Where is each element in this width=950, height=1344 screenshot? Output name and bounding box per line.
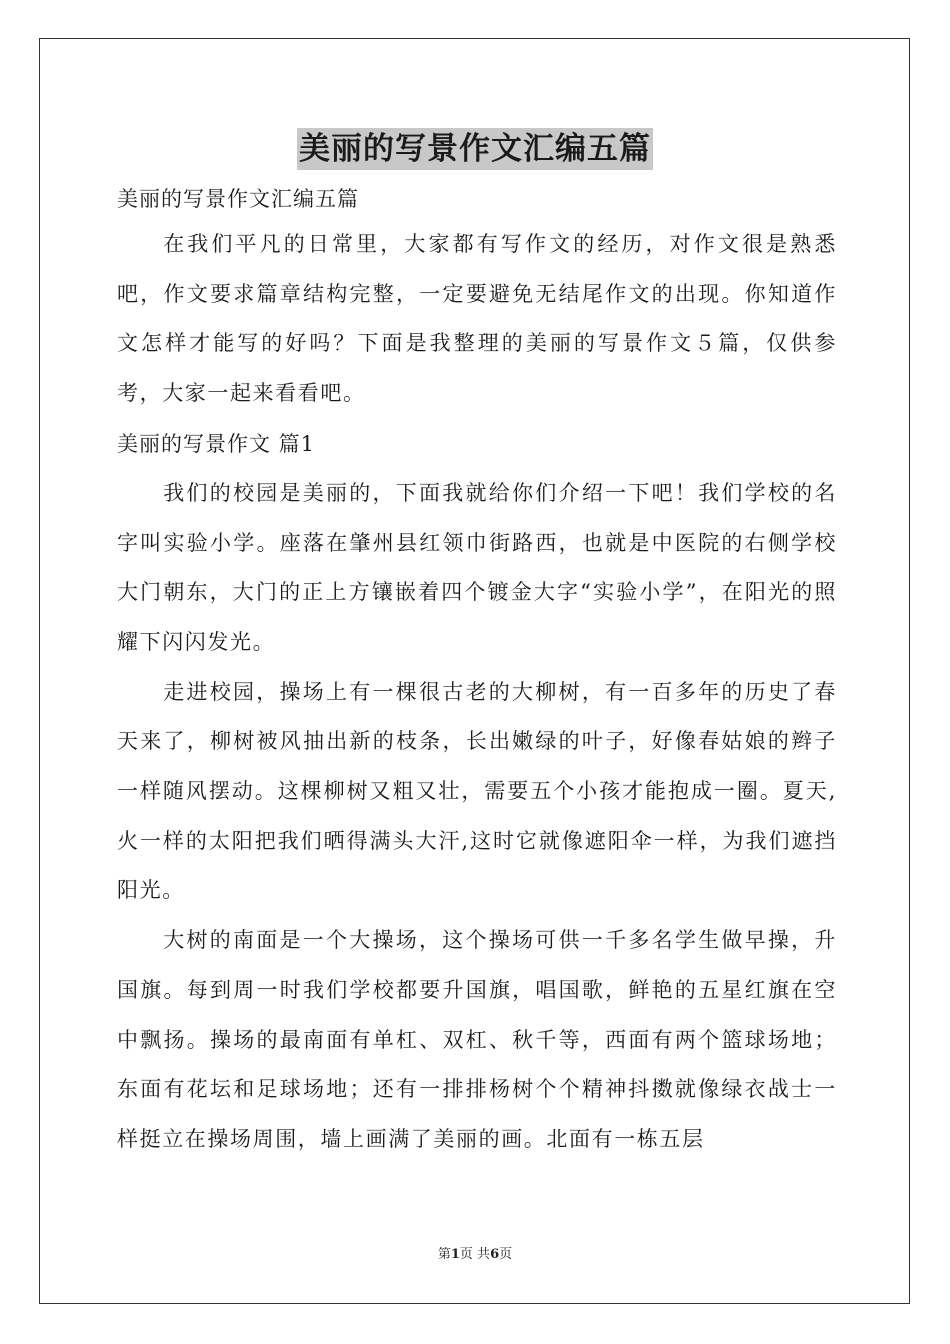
page-number-mid: 页 共 (459, 1247, 491, 1262)
page-number-current: 1 (450, 1247, 460, 1262)
body-paragraph: 走进校园，操场上有一棵很古老的大柳树，有一百多年的历史了春天来了，柳树被风抽出新的枝条，长出嫩绿的叶子，好像春姑娘的辫子一样随风摆动。这棵柳树又粗又壮，需要五个小孩才能抱成一圈。夏天,火一样的太阳把我们晒得满头大汗,这时它就像遮阳伞一样，为我们遮挡阳光。 (117, 679, 837, 903)
page-footer (0, 1245, 950, 1265)
body-paragraph: 大树的南面是一个大操场，这个操场可供一千多名学生做早操，升国旗。每到周一时我们学校都要升国旗，唱国歌，鲜艳的五星红旗在空中飘扬。操场的最南面有单杠、双杠、秋千等，西面有两个篮球场地；东面有花坛和足球场地；还有一排排杨树个个精神抖擞就像绿衣战士一样挺立在操场周围，墙上画满了美丽的画。北面有一栋五层 (117, 928, 837, 1151)
document-subtitle: 美丽的写景作文汇编五篇 (117, 187, 359, 211)
page-number-prefix: 第 (437, 1247, 451, 1262)
intro-paragraph: 在我们平凡的日常里，大家都有写作文的经历，对作文很是熟悉吧，作文要求篇章结构完整，一定要避免无结尾作文的出现。你知道作文怎样才能写的好吗？下面是我整理的美丽的写景作文５篇，仅供参考，大家一起来看看吧。 (117, 232, 837, 406)
page-number-total: 6 (490, 1247, 500, 1262)
body-paragraph: 我们的校园是美丽的，下面我就给你们介绍一下吧！我们学校的名字叫实验小学。座落在肇州县红领巾街路西，也就是中医院的右侧学校大门朝东，大门的正上方镶嵌着四个镀金大字“实验小学”，在阳光的照耀下闪闪发光。 (117, 480, 837, 654)
document-title: 美丽的写景作文汇编五篇 (297, 128, 653, 170)
section-heading: 美丽的写景作文 篇1 (117, 431, 316, 456)
document-body (117, 178, 837, 1165)
title-container (0, 128, 950, 170)
page-number-suffix: 页 (499, 1247, 513, 1262)
